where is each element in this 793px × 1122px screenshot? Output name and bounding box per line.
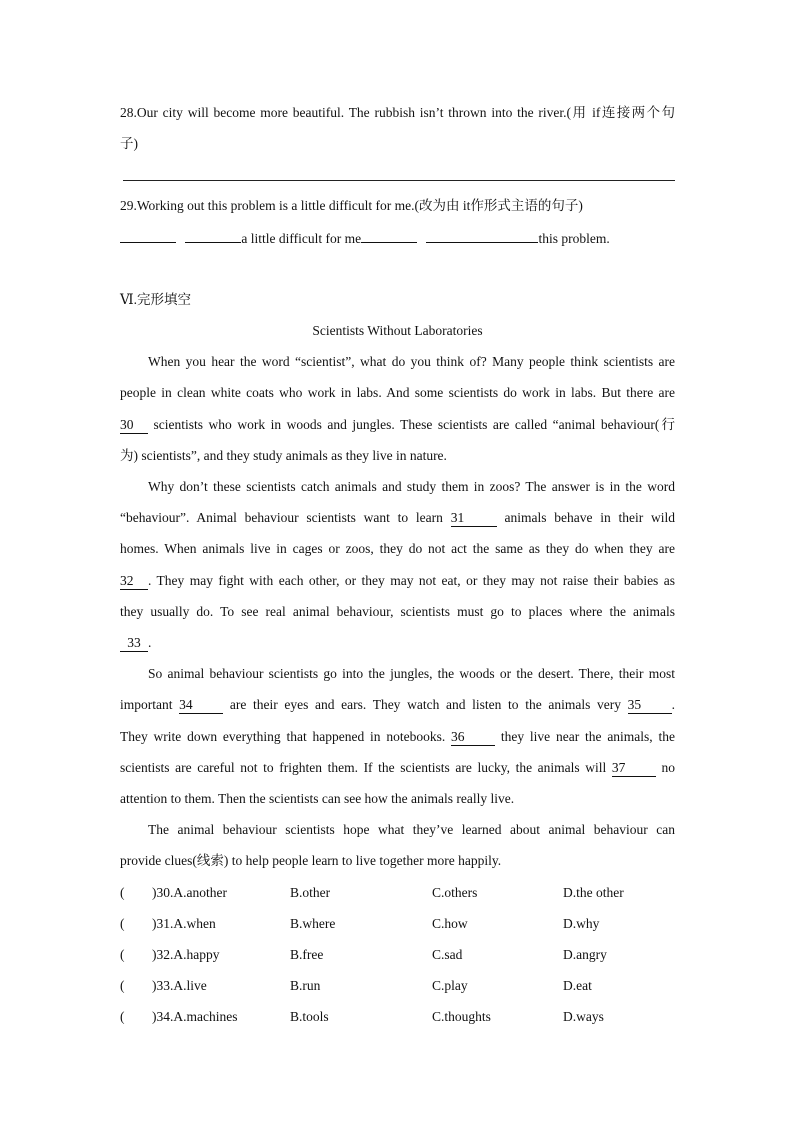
option-c[interactable]: C.others	[432, 885, 478, 900]
option-d[interactable]: D.angry	[563, 947, 607, 962]
option-d[interactable]: D.the other	[563, 885, 624, 900]
option-a[interactable]: )30.A.another	[152, 885, 227, 900]
option-b[interactable]: B.other	[290, 885, 331, 900]
passage-line	[120, 728, 675, 746]
passage-text: They write down everything that happened in notebooks.	[120, 729, 446, 744]
option-c[interactable]: C.how	[432, 916, 468, 931]
passage-text: scientists are careful not to frighten them. If the scientists are lucky, the animals will	[120, 760, 607, 775]
passage-line: people in clean white coats who work in labs. And some scientists do work in labs. But there are	[120, 385, 675, 400]
blank-35[interactable]: 35	[628, 697, 672, 714]
passage-text: they live near the animals, the	[500, 729, 675, 744]
passage-line: When you hear the word “scientist”, what do you think of? Many people think scientists are	[148, 354, 675, 369]
passage-text: scientists who work in woods and jungles. These scientists are called “animal behaviour(行	[153, 417, 675, 432]
passage-text: .	[671, 697, 676, 712]
passage-title: Scientists Without Laboratories	[312, 323, 483, 338]
passage-line: they usually do. To see real animal behaviour, scientists must go to places where the animals	[120, 604, 675, 619]
answer-paren[interactable]: (	[120, 978, 125, 993]
passage-line: homes. When animals live in cages or zoos, they do not act the same as they do when they are	[120, 541, 675, 556]
passage-text: are their eyes and ears. They watch and listen to the animals very	[229, 697, 621, 712]
passage-text: important	[120, 697, 173, 712]
q29-prompt: 29.Working out this problem is a little difficult for me.(改为由 it作形式主语的句子)	[120, 198, 583, 213]
passage-line	[120, 634, 675, 652]
option-a[interactable]: )33.A.live	[152, 978, 207, 993]
q29-text-2: this problem.	[538, 231, 610, 246]
q29-blank-3[interactable]	[361, 228, 417, 243]
passage-text: animals behave in their wild	[504, 510, 676, 525]
answer-paren[interactable]: (	[120, 885, 125, 900]
section-title: Ⅵ.完形填空	[120, 292, 191, 307]
answer-paren[interactable]: (	[120, 916, 125, 931]
option-d[interactable]: D.eat	[563, 978, 592, 993]
passage-text: .	[148, 635, 152, 650]
passage-line	[120, 509, 675, 527]
passage-text: “behaviour”. Animal behaviour scientists want to learn	[120, 510, 443, 525]
option-c[interactable]: C.play	[432, 978, 468, 993]
option-a[interactable]: )32.A.happy	[152, 947, 220, 962]
blank-34[interactable]: 34	[179, 697, 223, 714]
option-d[interactable]: D.why	[563, 916, 600, 931]
option-b[interactable]: B.tools	[290, 1009, 329, 1024]
q29-blank-1[interactable]	[120, 228, 176, 243]
passage-line	[120, 572, 675, 590]
option-c[interactable]: C.thoughts	[432, 1009, 491, 1024]
q28-line-2: 子)	[120, 136, 138, 151]
passage-line: So animal behaviour scientists go into the jungles, the woods or the desert. There, their most	[148, 666, 675, 681]
option-b[interactable]: B.where	[290, 916, 336, 931]
passage-line	[120, 416, 675, 434]
blank-37[interactable]: 37	[612, 760, 656, 777]
blank-36[interactable]: 36	[451, 729, 495, 746]
option-a[interactable]: )31.A.when	[152, 916, 216, 931]
passage-text: . They may fight with each other, or they may not eat, or they may not raise their babies as	[148, 573, 675, 588]
q29-text-1: a little difficult for me	[241, 231, 362, 246]
blank-30[interactable]: 30	[120, 417, 148, 434]
answer-paren[interactable]: (	[120, 1009, 125, 1024]
passage-line: provide clues(线索) to help people learn to live together more happily.	[120, 853, 502, 868]
option-c[interactable]: C.sad	[432, 947, 463, 962]
blank-33[interactable]: 33	[120, 635, 148, 652]
passage-line: attention to them. Then the scientists can see how the animals really live.	[120, 791, 515, 806]
passage-text: no	[661, 760, 675, 775]
q29-blank-4[interactable]	[426, 228, 538, 243]
passage-line	[120, 696, 675, 714]
option-a[interactable]: )34.A.machines	[152, 1009, 238, 1024]
passage-line: The animal behaviour scientists hope what they’ve learned about animal behaviour can	[148, 822, 675, 837]
blank-31[interactable]: 31	[451, 510, 497, 527]
answer-paren[interactable]: (	[120, 947, 125, 962]
answer-line-q28[interactable]	[123, 180, 675, 181]
q29-blank-2[interactable]	[185, 228, 241, 243]
passage-line: 为) scientists”, and they study animals as they live in nature.	[120, 448, 447, 463]
passage-line: Why don’t these scientists catch animals and study them in zoos? The answer is in the word	[148, 479, 675, 494]
passage-line	[120, 759, 675, 777]
blank-32[interactable]: 32	[120, 573, 148, 590]
q29-answer-row	[120, 228, 675, 248]
option-b[interactable]: B.run	[290, 978, 321, 993]
option-b[interactable]: B.free	[290, 947, 324, 962]
option-d[interactable]: D.ways	[563, 1009, 604, 1024]
q28-line-1: 28.Our city will become more beautiful. The rubbish isn’t thrown into the river.(用 if连接两个句	[120, 105, 675, 120]
